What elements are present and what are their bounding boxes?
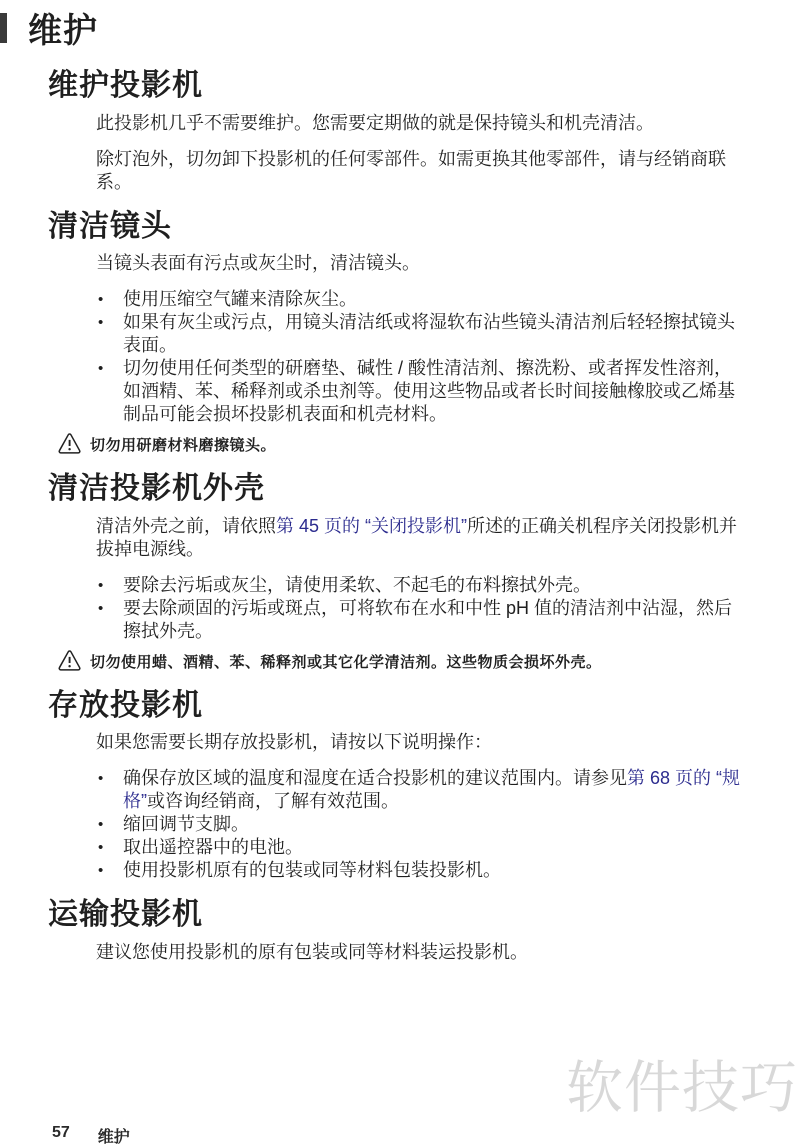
subsection-heading-store-projector: 存放投影机 bbox=[48, 688, 203, 722]
section-heading-maintain-projector: 维护投影机 bbox=[48, 69, 203, 103]
warning-note bbox=[58, 649, 746, 673]
list-item: • 缩回调节支脚。 bbox=[96, 813, 746, 836]
paragraph: 当镜头表面有污点或灰尘时，清洁镜头。 bbox=[96, 253, 420, 274]
footer-page-number: 57 bbox=[52, 1124, 70, 1141]
clean-case-bullet-list bbox=[0, 574, 746, 643]
paragraph: 如果您需要长期存放投影机，请按以下说明操作： bbox=[96, 732, 492, 753]
subsection-heading-clean-lens: 清洁镜头 bbox=[48, 209, 172, 243]
page-45-link[interactable]: 第 45 页的 bbox=[276, 515, 361, 536]
subsection-heading-clean-case: 清洁投影机外壳 bbox=[48, 472, 265, 506]
paragraph: 此投影机几乎不需要维护。您需要定期做的就是保持镜头和机壳清洁。 bbox=[96, 112, 654, 133]
list-item: • 如果有灰尘或污点，用镜头清洁纸或将湿软布沾些镜头清洁剂后轻轻擦拭镜头表面。 bbox=[96, 311, 746, 357]
text-segment: 所述的正确关机程序关闭投影机并拔掉电源线。 bbox=[96, 515, 738, 559]
turn-off-projector-link[interactable]: “关闭投影机” bbox=[365, 515, 468, 536]
list-item: • 使用投影机原有的包装或同等材料包装投影机。 bbox=[96, 859, 746, 882]
store-bullet-list bbox=[0, 767, 746, 882]
text-segment: 确保存放区域的温度和湿度在适合投影机的建议范围内。请参见 bbox=[123, 768, 627, 789]
warning-triangle-icon bbox=[58, 650, 81, 671]
clean-lens-bullet-list bbox=[0, 288, 746, 426]
list-item-with-links bbox=[96, 767, 746, 813]
warning-triangle-icon bbox=[58, 433, 81, 454]
paragraph: 除灯泡外，切勿卸下投影机的任何零部件。如需更换其他零部件，请与经销商联系。 bbox=[96, 148, 726, 192]
page-68-link[interactable]: 第 68 页的 bbox=[627, 768, 712, 789]
watermark-text: 软件技巧 bbox=[566, 1056, 798, 1120]
list-item: • 要除去污垢或灰尘，请使用柔软、不起毛的布料擦拭外壳。 bbox=[96, 574, 746, 597]
page-footer bbox=[52, 1124, 130, 1147]
list-item: • 切勿使用任何类型的研磨垫、碱性 / 酸性清洁剂、擦洗粉、或者挥发性溶剂，如酒精、苯、稀释剂或杀虫剂等。使用这些物品或者长时间接触橡胶或乙烯基制品可能会损坏投影机表面和机壳材料。 bbox=[96, 357, 746, 426]
footer-chapter-label: 维护 bbox=[97, 1129, 130, 1146]
warning-text: 切勿使用蜡、酒精、苯、稀释剂或其它化学清洁剂。这些物质会损坏外壳。 bbox=[90, 653, 602, 671]
list-item: • 使用压缩空气罐来清除灰尘。 bbox=[96, 288, 746, 311]
subsection-heading-transport-projector: 运输投影机 bbox=[48, 898, 203, 932]
list-item: • 取出遥控器中的电池。 bbox=[96, 836, 746, 859]
paragraph: 建议您使用投影机的原有包装或同等材料装运投影机。 bbox=[96, 941, 528, 962]
specifications-link[interactable]: “规格” bbox=[123, 768, 741, 812]
text-segment: 或咨询经销商，了解有效范围。 bbox=[147, 791, 399, 812]
warning-note bbox=[58, 432, 746, 456]
list-item: • 要去除顽固的污垢或斑点，可将软布在水和中性 pH 值的清洁剂中沾湿，然后擦拭外壳。 bbox=[96, 597, 746, 643]
scan-artifact bbox=[0, 13, 7, 43]
paragraph-with-links bbox=[96, 515, 746, 561]
warning-text: 切勿用研磨材料磨擦镜头。 bbox=[90, 437, 277, 455]
chapter-title: 维护 bbox=[28, 12, 98, 50]
text-segment: 清洁外壳之前，请依照 bbox=[96, 515, 276, 536]
